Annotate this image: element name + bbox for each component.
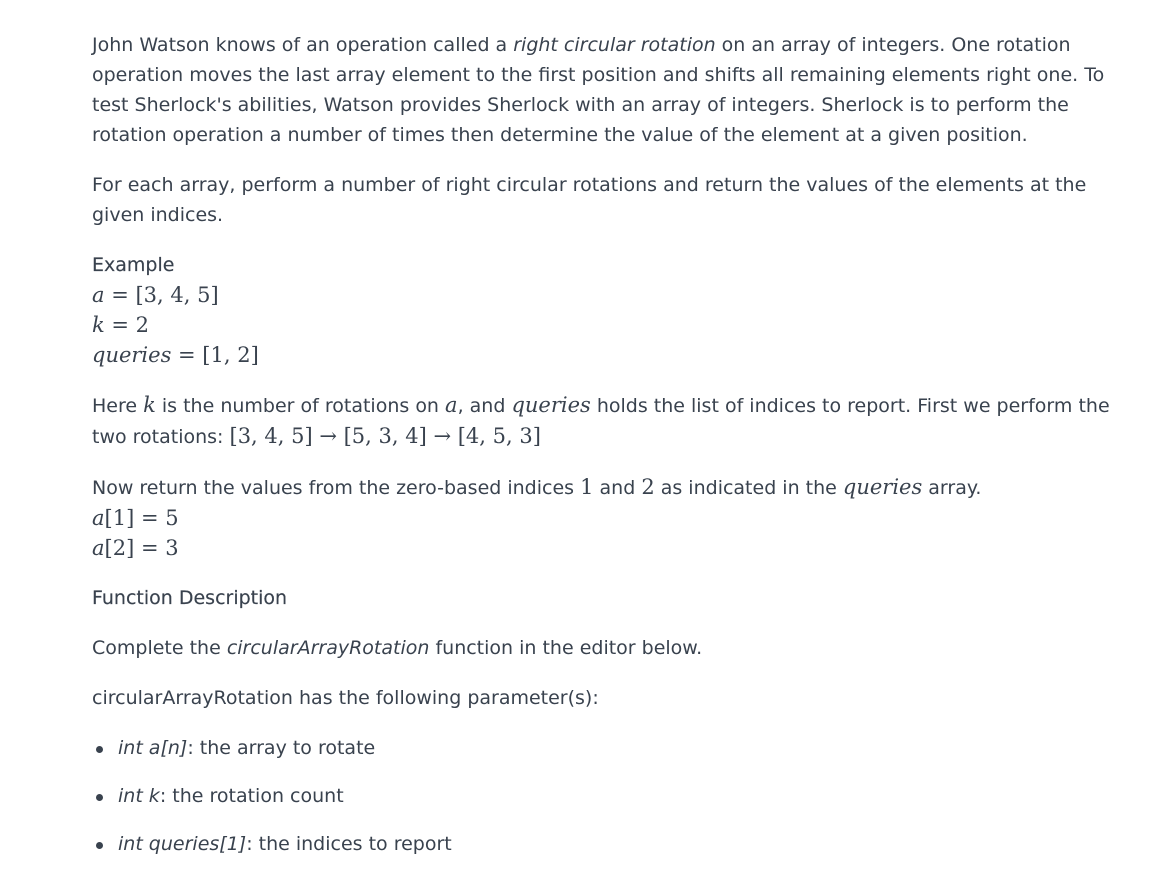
problem-statement (92, 30, 1132, 877)
parameter-item (92, 781, 1132, 811)
rotations-sequence: [3, 4, 5] → [5, 3, 4] → [4, 5, 3] (229, 424, 541, 448)
function-description-heading: Function Description (92, 587, 288, 609)
result-line-2 (92, 533, 1132, 563)
function-name: circularArrayRotation (226, 637, 430, 659)
parameter-signature: int k (118, 785, 160, 807)
explanation-var-queries: queries (511, 393, 591, 417)
explanation-text-1: Here (92, 395, 144, 417)
explanation-text-3: , and (457, 395, 512, 417)
example-a-value: = [3, 4, 5] (104, 283, 219, 307)
result-section (92, 472, 1132, 563)
parameter-description: : the indices to report (246, 833, 452, 855)
complete-function-paragraph (92, 633, 1132, 663)
result-line-2-var: a (92, 536, 105, 560)
var-queries: queries (92, 343, 172, 367)
explanation-paragraph (92, 390, 1132, 452)
intro-paragraph (92, 30, 1132, 150)
intro-text-1: John Watson knows of an operation called a (92, 34, 514, 56)
result-line-1 (92, 503, 1132, 533)
example-heading: Example (92, 254, 175, 276)
intro-text-2: on an array of integers. One rotation operation moves the last array element to the first position and shifts all remaining elements right one. To test Sherlock's abilities, Watson provides Sherlock with an array of integers. Sherlock is to perform the rotation operation a number of times then determine the value of the element at a given position. (92, 34, 1105, 146)
result-index-1: 1 (580, 475, 594, 499)
parameter-description: : the rotation count (159, 785, 344, 807)
result-text-1: Now return the values from the zero-based indices (92, 477, 581, 499)
complete-text-2: function in the editor below. (429, 637, 703, 659)
result-var-queries: queries (842, 475, 923, 499)
example-a-line (92, 280, 1132, 310)
result-text-2: and (593, 477, 642, 499)
parameter-signature: int a[n] (118, 737, 188, 759)
result-line-1-var: a (92, 506, 105, 530)
example-queries-value: = [1, 2] (171, 343, 259, 367)
parameter-list (92, 733, 1132, 859)
explanation-var-k: k (143, 393, 156, 417)
intro-term: right circular rotation (513, 34, 716, 56)
result-line-1-value: [1] = 5 (104, 506, 179, 530)
example-section (92, 250, 1132, 370)
explanation-var-a: a (445, 393, 458, 417)
example-k-line (92, 310, 1132, 340)
complete-text-1: Complete the (92, 637, 227, 659)
parameter-item (92, 829, 1132, 859)
example-queries-line (92, 340, 1132, 370)
parameter-item (92, 733, 1132, 763)
result-line-2-value: [2] = 3 (104, 536, 179, 560)
params-intro: circularArrayRotation has the following parameter(s): (92, 687, 599, 709)
example-k-value: = 2 (104, 313, 150, 337)
result-text-4: array. (922, 477, 982, 499)
task-paragraph: For each array, perform a number of right circular rotations and return the values of the elements at the given indices. (92, 174, 1087, 226)
parameter-description: : the array to rotate (187, 737, 376, 759)
parameter-signature: int queries[1] (118, 833, 247, 855)
var-k: k (92, 313, 105, 337)
explanation-text-4: holds the list of indices to report. First we perform the two rotations: (92, 395, 1110, 448)
result-index-2: 2 (641, 475, 655, 499)
explanation-text-2: is the number of rotations on (155, 395, 446, 417)
result-text-3: as indicated in the (654, 477, 843, 499)
result-paragraph (92, 472, 1132, 503)
var-a: a (92, 283, 105, 307)
